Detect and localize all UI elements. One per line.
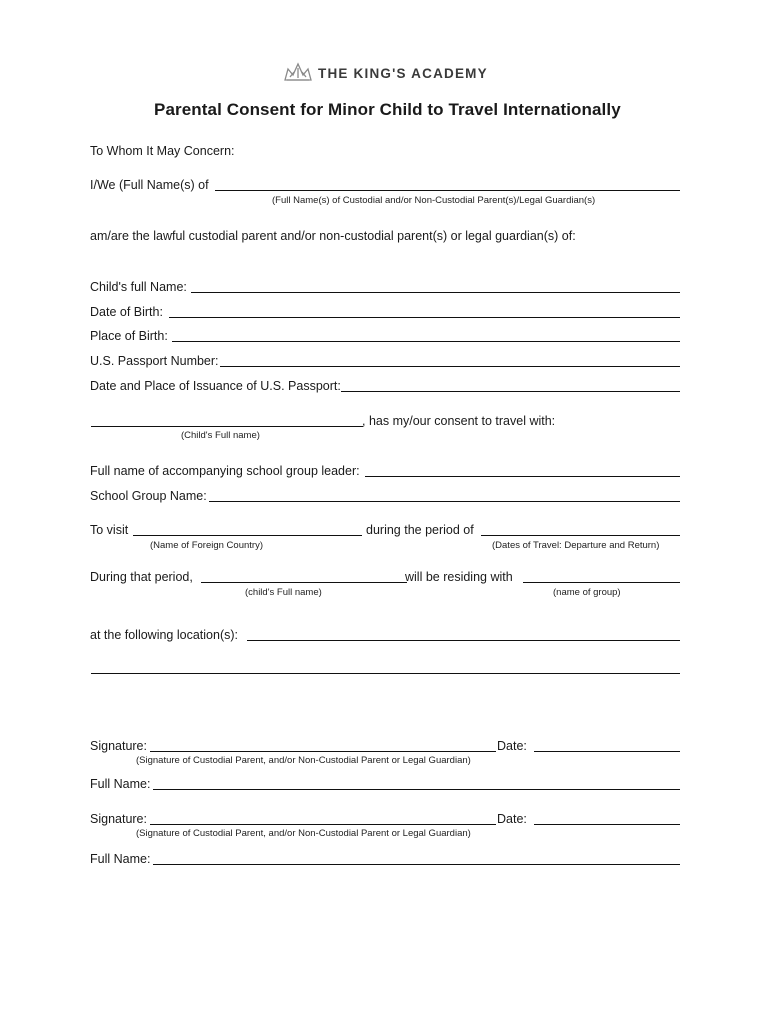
child-caption: (child's Full name) [245, 587, 322, 598]
location-field-2[interactable] [91, 673, 680, 674]
full-name-label-1: Full Name: [90, 777, 151, 791]
signature-field-2[interactable] [150, 824, 496, 825]
page-title: Parental Consent for Minor Child to Travel Internationally [154, 100, 621, 119]
logo-text: THE KING'S ACADEMY [318, 66, 488, 81]
location-field-1[interactable] [247, 640, 680, 641]
to-visit-label: To visit [90, 523, 129, 537]
residing-group-field[interactable] [523, 582, 680, 583]
salutation: To Whom It May Concern: [90, 144, 235, 158]
during-that-period-label: During that period, [90, 570, 193, 584]
iwe-name-field[interactable] [215, 190, 680, 191]
residing-label: will be residing with [405, 570, 513, 584]
dob-field[interactable] [169, 317, 680, 318]
date-field-2[interactable] [534, 824, 680, 825]
travel-dates-field[interactable] [481, 535, 680, 536]
signature-field-1[interactable] [150, 751, 496, 752]
iwe-caption: (Full Name(s) of Custodial and/or Non-Custodial Parent(s)/Legal Guardian(s) [272, 195, 596, 206]
date-label-1: Date: [497, 739, 527, 753]
leader-label: Full name of accompanying school group leader: [90, 464, 360, 478]
group-name-field[interactable] [209, 501, 680, 502]
signature-caption-2: (Signature of Custodial Parent, and/or Non-Custodial Parent or Legal Guardian) [136, 828, 471, 839]
crown-icon [282, 60, 314, 84]
group-name-label: School Group Name: [90, 489, 207, 503]
passport-field[interactable] [220, 366, 680, 367]
pob-field[interactable] [172, 341, 680, 342]
pob-label: Place of Birth: [90, 329, 168, 343]
child-full-name-field[interactable] [191, 292, 680, 293]
leader-field[interactable] [365, 476, 680, 477]
signature-caption-1: (Signature of Custodial Parent, and/or Non-Custodial Parent or Legal Guardian) [136, 755, 471, 766]
country-caption: (Name of Foreign Country) [150, 540, 263, 551]
passport-issuance-label: Date and Place of Issuance of U.S. Passport: [90, 379, 341, 393]
full-name-field-1[interactable] [153, 789, 680, 790]
dates-caption: (Dates of Travel: Departure and Return) [492, 540, 660, 551]
dob-label: Date of Birth: [90, 305, 163, 319]
date-field-1[interactable] [534, 751, 680, 752]
passport-label: U.S. Passport Number: [90, 354, 219, 368]
group-caption: (name of group) [553, 587, 621, 598]
during-period-label: during the period of [366, 523, 474, 537]
consent-child-name-field[interactable] [91, 426, 363, 427]
signature-label-2: Signature: [90, 812, 147, 826]
iwe-label: I/We (Full Name(s) of [90, 178, 209, 192]
child-full-name-label: Child's full Name: [90, 280, 187, 294]
full-name-field-2[interactable] [153, 864, 680, 865]
signature-label-1: Signature: [90, 739, 147, 753]
full-name-label-2: Full Name: [90, 852, 151, 866]
consent-text: , has my/our consent to travel with: [362, 414, 556, 428]
residing-child-name-field[interactable] [201, 582, 407, 583]
consent-caption: (Child's Full name) [181, 430, 260, 441]
country-field[interactable] [133, 535, 362, 536]
lawful-statement: am/are the lawful custodial parent and/or non-custodial parent(s) or legal guardian(s) of: [90, 229, 576, 243]
passport-issuance-field[interactable] [341, 391, 680, 392]
date-label-2: Date: [497, 812, 527, 826]
location-label: at the following location(s): [90, 628, 238, 642]
